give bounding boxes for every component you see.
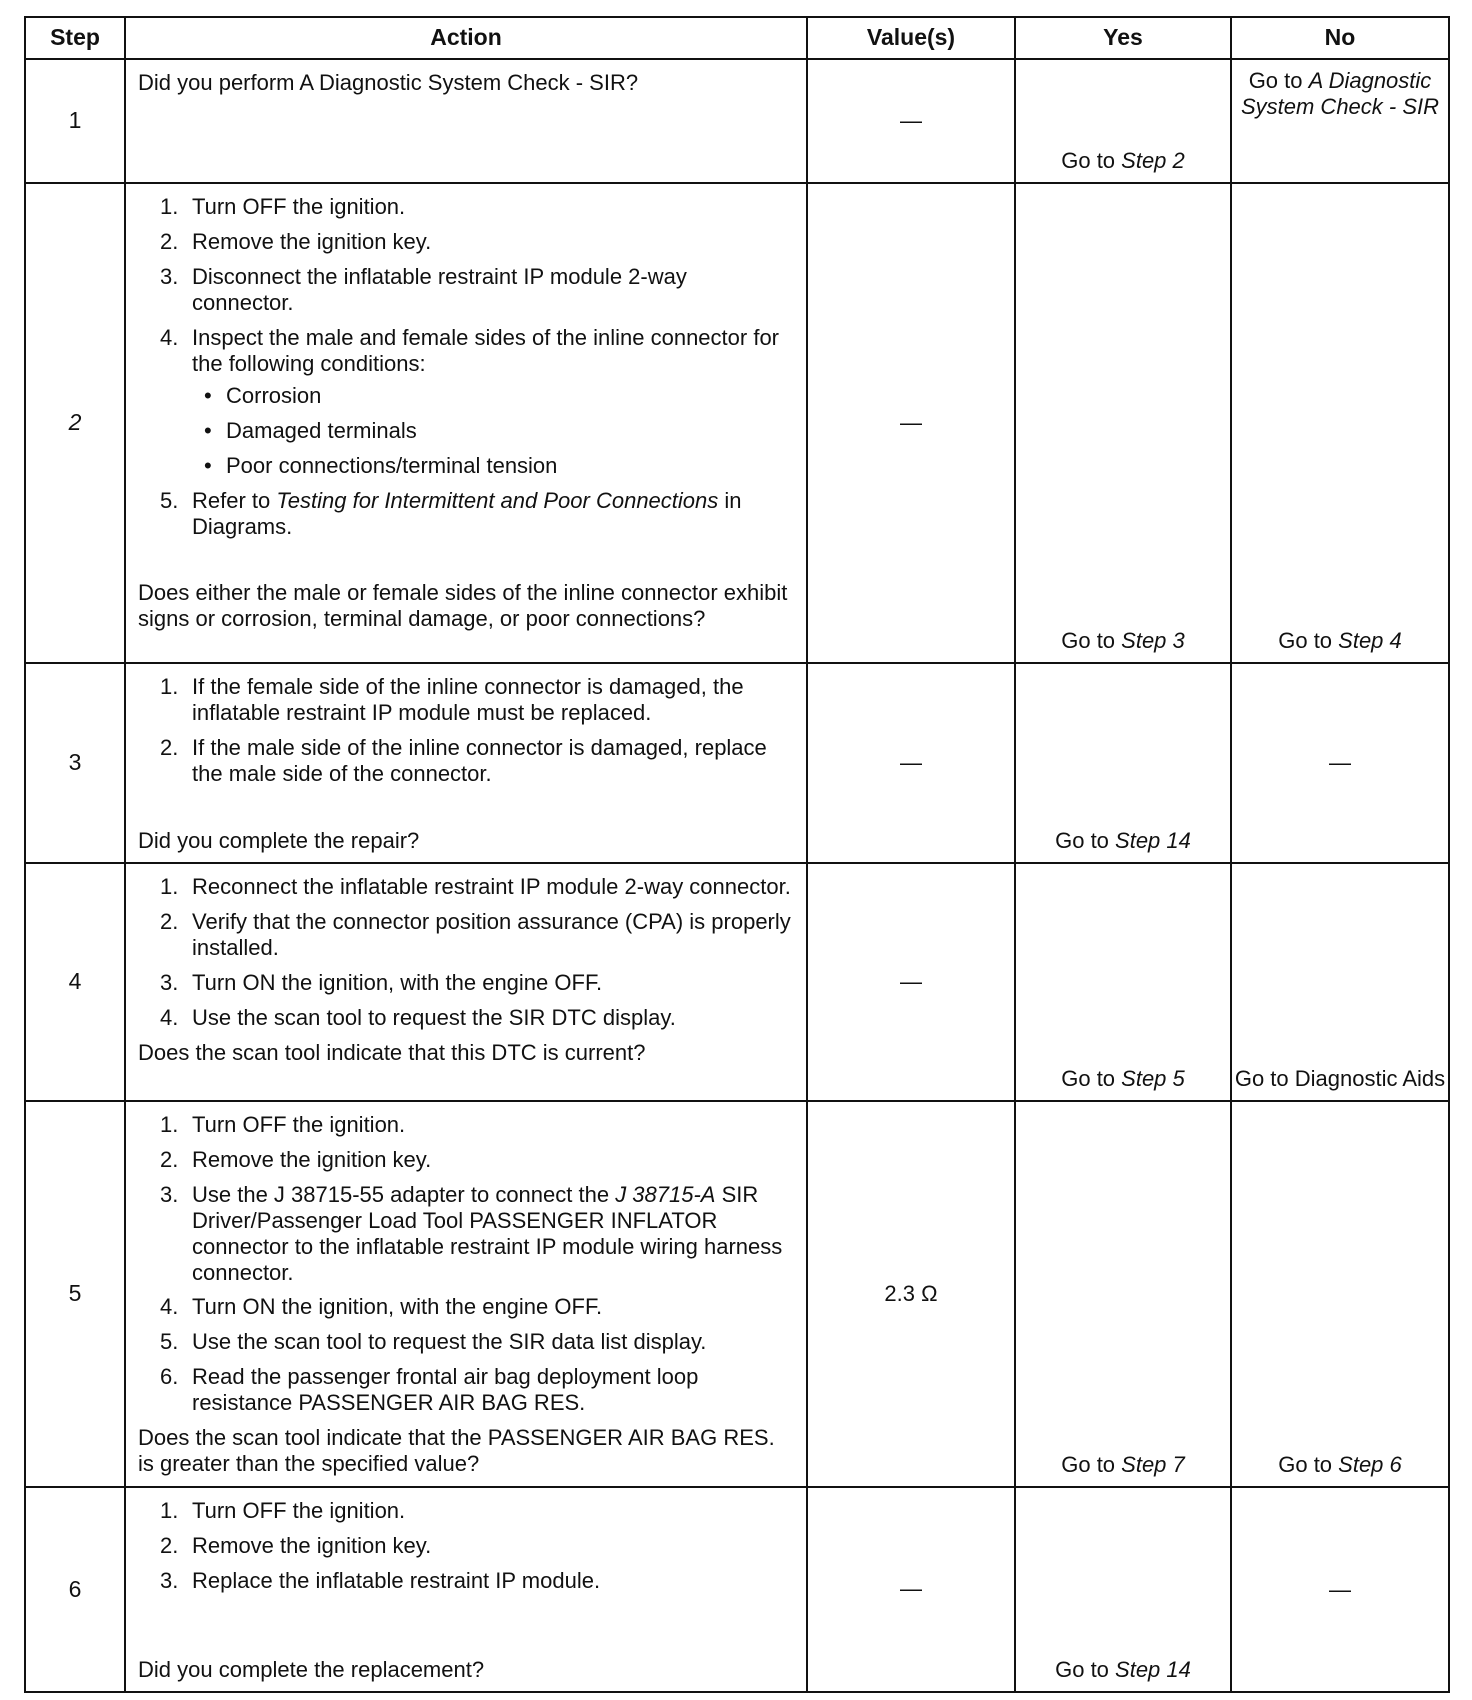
action-cell bbox=[125, 663, 807, 863]
item-text: Remove the ignition key. bbox=[192, 228, 432, 254]
step-number: 1 bbox=[25, 59, 125, 183]
procedure-link[interactable]: Testing for Intermittent and Poor Connections bbox=[276, 487, 719, 513]
list-item bbox=[160, 488, 794, 540]
item-text-post: in Diagrams. bbox=[192, 487, 742, 539]
no-cell bbox=[1231, 183, 1449, 663]
action-cell bbox=[125, 863, 807, 1101]
list-item bbox=[160, 1005, 794, 1031]
yes-cell bbox=[1015, 663, 1231, 863]
yes-step-link[interactable]: Step 14 bbox=[1115, 827, 1191, 853]
item-text: If the male side of the inline connector is damaged, replace the male side of the connector. bbox=[192, 734, 767, 786]
header-row bbox=[25, 17, 1449, 59]
condition-list bbox=[192, 383, 794, 479]
table-row bbox=[25, 1101, 1449, 1487]
list-item bbox=[160, 1568, 794, 1594]
header-step: Step bbox=[25, 17, 125, 59]
item-text-pre: Use the J 38715-55 adapter to connect the bbox=[192, 1181, 616, 1207]
bullet-item: • Poor connections/terminal tension bbox=[192, 453, 794, 479]
action-list bbox=[138, 1112, 794, 1417]
list-item bbox=[160, 1112, 794, 1138]
item-number: 3. bbox=[160, 969, 179, 995]
item-number: 4. bbox=[160, 1294, 179, 1320]
item-text: Disconnect the inflatable restraint IP module 2-way connector. bbox=[192, 263, 687, 315]
item-number: 1. bbox=[160, 1497, 179, 1523]
item-text: Read the passenger frontal air bag deployment loop resistance PASSENGER AIR BAG RES. bbox=[192, 1364, 699, 1416]
no-prefix: Go to bbox=[1248, 68, 1309, 93]
yes-cell bbox=[1015, 1487, 1231, 1692]
item-number: 1. bbox=[160, 674, 179, 699]
item-text-pre: Refer to bbox=[192, 487, 277, 513]
yes-prefix: Go to bbox=[1061, 148, 1122, 174]
yes-cell bbox=[1015, 183, 1231, 663]
item-number: 1. bbox=[160, 1111, 179, 1137]
item-number: 4. bbox=[160, 1004, 179, 1030]
step-number: 5 bbox=[25, 1101, 125, 1487]
question-text: Does either the male or female sides of the inline connector exhibit signs or corrosion, terminal damage, or poor connections? bbox=[138, 580, 788, 632]
item-text: Inspect the male and female sides of the inline connector for the following conditions: bbox=[192, 324, 780, 376]
list-item bbox=[160, 1329, 794, 1355]
action-cell bbox=[125, 59, 807, 183]
item-number: 2. bbox=[160, 1532, 179, 1558]
item-text: Use the scan tool to request the SIR data list display. bbox=[192, 1329, 707, 1355]
list-item bbox=[160, 1533, 794, 1559]
no-cell bbox=[1231, 863, 1449, 1101]
yes-step-link[interactable]: Step 7 bbox=[1121, 1451, 1185, 1477]
value-cell: — bbox=[807, 1487, 1015, 1692]
no-step-link[interactable]: Step 4 bbox=[1338, 628, 1402, 654]
item-text: Turn ON the ignition, with the engine OFF. bbox=[192, 1294, 603, 1320]
item-text: Reconnect the inflatable restraint IP module 2-way connector. bbox=[192, 873, 791, 899]
header-no: No bbox=[1231, 17, 1449, 59]
header-values: Value(s) bbox=[807, 17, 1015, 59]
item-text: Verify that the connector position assurance (CPA) is properly installed. bbox=[192, 908, 791, 960]
item-number: 6. bbox=[160, 1364, 179, 1390]
list-item bbox=[160, 264, 794, 316]
list-item bbox=[160, 1182, 794, 1286]
question-text: Did you complete the repair? bbox=[138, 827, 420, 853]
diagnostic-table bbox=[24, 16, 1450, 1693]
item-text: Turn ON the ignition, with the engine OFF. bbox=[192, 969, 603, 995]
item-number: 1. bbox=[160, 194, 179, 219]
yes-prefix: Go to bbox=[1061, 628, 1122, 654]
no-cell bbox=[1231, 59, 1449, 183]
step-number: 3 bbox=[25, 663, 125, 863]
list-item bbox=[160, 1294, 794, 1320]
list-item bbox=[160, 325, 794, 479]
bullet-item: • Damaged terminals bbox=[192, 418, 794, 444]
item-number: 2. bbox=[160, 734, 179, 760]
value-cell: — bbox=[807, 863, 1015, 1101]
list-item bbox=[160, 1364, 794, 1416]
value-cell: — bbox=[807, 59, 1015, 183]
item-text: Remove the ignition key. bbox=[192, 1532, 432, 1558]
step-number: 6 bbox=[25, 1487, 125, 1692]
yes-step-link[interactable]: Step 2 bbox=[1121, 148, 1185, 174]
list-item bbox=[160, 1498, 794, 1524]
no-prefix: Go to bbox=[1278, 628, 1339, 654]
item-text-post: SIR Driver/Passenger Load Tool PASSENGER INFLATOR connector to the inflatable restraint IP module wiring harness connector. bbox=[192, 1181, 783, 1285]
yes-prefix: Go to bbox=[1055, 827, 1116, 853]
no-step-link[interactable]: Step 6 bbox=[1338, 1451, 1402, 1477]
list-item bbox=[160, 1147, 794, 1173]
bullet-item: • Corrosion bbox=[192, 383, 794, 409]
table-row bbox=[25, 663, 1449, 863]
question-text: Does the scan tool indicate that the PASSENGER AIR BAG RES. is greater than the specified value? bbox=[138, 1425, 775, 1477]
no-prefix: Go to bbox=[1278, 1451, 1339, 1477]
table-row bbox=[25, 1487, 1449, 1692]
no-diagnostic-aids-link[interactable]: Go to Diagnostic Aids bbox=[1234, 1065, 1446, 1091]
yes-prefix: Go to bbox=[1055, 1656, 1116, 1682]
list-item bbox=[160, 909, 794, 961]
question-text: Did you perform A Diagnostic System Check - SIR? bbox=[138, 70, 639, 95]
list-item bbox=[160, 970, 794, 996]
no-cell: — bbox=[1231, 663, 1449, 863]
header-action: Action bbox=[125, 17, 807, 59]
yes-prefix: Go to bbox=[1061, 1065, 1122, 1091]
yes-step-link[interactable]: Step 3 bbox=[1121, 628, 1185, 654]
value-cell: — bbox=[807, 663, 1015, 863]
item-number: 3. bbox=[160, 1567, 179, 1593]
list-item bbox=[160, 735, 794, 787]
item-number: 2. bbox=[160, 228, 179, 254]
list-item bbox=[160, 874, 794, 900]
item-text: Turn OFF the ignition. bbox=[192, 194, 406, 219]
yes-step-link[interactable]: Step 14 bbox=[1115, 1656, 1191, 1682]
no-procedure-link[interactable]: A Diagnostic System Check - SIR bbox=[1240, 68, 1440, 119]
step-number: 2 bbox=[25, 183, 125, 663]
item-text: Use the scan tool to request the SIR DTC display. bbox=[192, 1004, 676, 1030]
action-list bbox=[138, 1498, 794, 1594]
item-text: Replace the inflatable restraint IP module. bbox=[192, 1567, 601, 1593]
action-list bbox=[138, 874, 794, 1031]
action-list bbox=[138, 194, 794, 539]
yes-cell bbox=[1015, 59, 1231, 183]
yes-step-link[interactable]: Step 5 bbox=[1121, 1065, 1185, 1091]
question-text: Does the scan tool indicate that this DTC is current? bbox=[138, 1039, 646, 1065]
tool-reference: J 38715-A bbox=[615, 1181, 716, 1207]
item-number: 2. bbox=[160, 908, 179, 934]
list-item bbox=[160, 674, 794, 726]
item-text: Turn OFF the ignition. bbox=[192, 1497, 406, 1523]
item-text: Turn OFF the ignition. bbox=[192, 1111, 406, 1137]
action-cell bbox=[125, 1101, 807, 1487]
no-cell bbox=[1231, 1101, 1449, 1487]
item-number: 3. bbox=[160, 1181, 179, 1207]
action-cell bbox=[125, 1487, 807, 1692]
table-row bbox=[25, 59, 1449, 183]
item-number: 5. bbox=[160, 1329, 179, 1355]
value-cell: — bbox=[807, 183, 1015, 663]
action-cell bbox=[125, 183, 807, 663]
step-number: 4 bbox=[25, 863, 125, 1101]
no-cell: — bbox=[1231, 1487, 1449, 1692]
action-list bbox=[138, 674, 794, 787]
list-item bbox=[160, 229, 794, 255]
question-text: Did you complete the replacement? bbox=[138, 1656, 485, 1682]
table-row bbox=[25, 183, 1449, 663]
table-row bbox=[25, 863, 1449, 1101]
yes-prefix: Go to bbox=[1061, 1451, 1122, 1477]
item-number: 4. bbox=[160, 324, 179, 350]
list-item bbox=[160, 194, 794, 220]
yes-cell bbox=[1015, 863, 1231, 1101]
yes-cell bbox=[1015, 1101, 1231, 1487]
item-number: 2. bbox=[160, 1146, 179, 1172]
item-text: Remove the ignition key. bbox=[192, 1146, 432, 1172]
item-number: 1. bbox=[160, 873, 179, 899]
item-number: 3. bbox=[160, 263, 179, 289]
item-number: 5. bbox=[160, 487, 179, 513]
value-cell: 2.3 Ω bbox=[807, 1101, 1015, 1487]
header-yes: Yes bbox=[1015, 17, 1231, 59]
item-text: If the female side of the inline connector is damaged, the inflatable restraint IP module must be replaced. bbox=[192, 674, 744, 725]
